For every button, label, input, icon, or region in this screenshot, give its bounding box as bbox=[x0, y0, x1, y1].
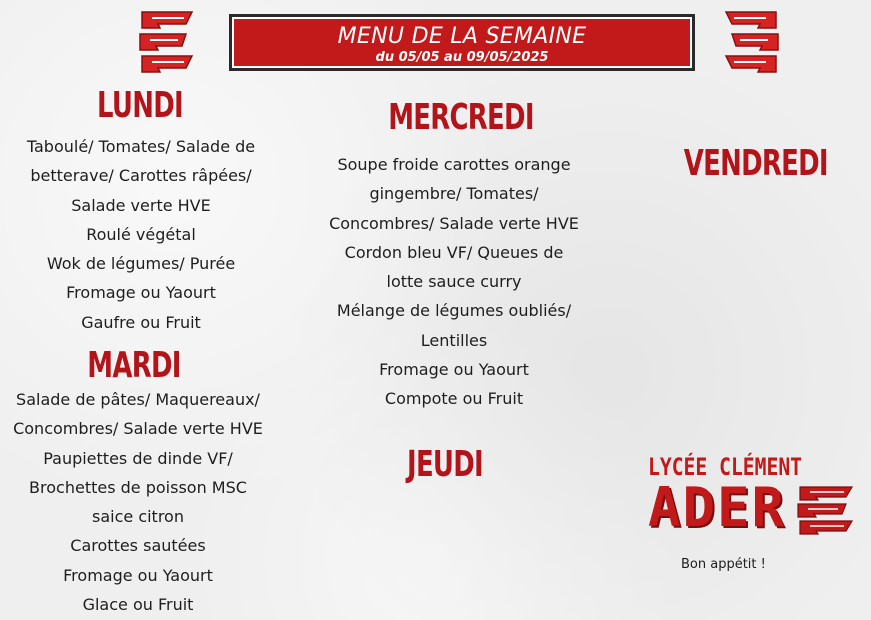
school-name-line1: LYCÉE CLÉMENT bbox=[648, 453, 803, 481]
menu-item: Roulé végétal bbox=[86, 224, 196, 244]
menu-item: Brochettes de poisson MSC bbox=[29, 477, 247, 497]
menu-item: Carottes sautées bbox=[70, 536, 206, 556]
menu-item: Glace ou Fruit bbox=[82, 595, 194, 615]
menu-item: Fromage ou Yaourt bbox=[63, 565, 213, 585]
menu-item: Mélange de légumes oubliés/ bbox=[336, 301, 572, 321]
menu-item: Wok de légumes/ Purée bbox=[46, 254, 236, 274]
day-title-vendredi: VENDREDI bbox=[683, 143, 828, 184]
menu-item: betterave/ Carottes râpées/ bbox=[30, 166, 252, 186]
day-title-mercredi: MERCREDI bbox=[388, 97, 534, 138]
menu-item: Salade de pâtes/ Maquereaux/ bbox=[16, 390, 260, 409]
day-title-jeudi: JEUDI bbox=[407, 444, 483, 485]
lundi-menu-list bbox=[0, 132, 282, 337]
menu-title: MENU DE LA SEMAINE bbox=[337, 24, 587, 49]
menu-item: saice citron bbox=[92, 507, 184, 527]
logo-e-icon-left bbox=[136, 8, 196, 78]
menu-item: Concombres/ Salade verte HVE bbox=[329, 213, 579, 233]
menu-item: Taboulé/ Tomates/ Salade de bbox=[26, 137, 256, 156]
menu-item: Gaufre ou Fruit bbox=[81, 312, 201, 332]
menu-item: Fromage ou Yaourt bbox=[379, 360, 529, 380]
logo-e-icon-right bbox=[722, 8, 782, 78]
closing-text: Bon appétit ! bbox=[681, 557, 766, 572]
school-name-line2: ADER bbox=[648, 476, 787, 539]
day-title-mardi: MARDI bbox=[87, 345, 181, 386]
school-logo bbox=[648, 453, 860, 539]
menu-item: Compote ou Fruit bbox=[384, 389, 524, 409]
menu-date-range: du 05/05 au 09/05/2025 bbox=[375, 50, 549, 65]
menu-item: Paupiettes de dinde VF/ bbox=[43, 448, 233, 468]
header-banner bbox=[229, 14, 695, 71]
menu-item: Salade verte HVE bbox=[71, 195, 211, 215]
menu-item: Concombres/ Salade verte HVE bbox=[13, 419, 263, 439]
menu-item: Soupe froide carottes orange bbox=[337, 155, 571, 174]
mardi-menu-list bbox=[0, 385, 276, 619]
menu-item: Lentilles bbox=[420, 330, 488, 350]
menu-item: Cordon bleu VF/ Queues de bbox=[344, 242, 564, 262]
mercredi-menu-list bbox=[316, 150, 592, 414]
menu-item: Fromage ou Yaourt bbox=[66, 283, 216, 303]
day-title-lundi: LUNDI bbox=[97, 85, 183, 126]
menu-item: lotte sauce curry bbox=[386, 272, 522, 292]
logo-e-icon-school bbox=[796, 485, 854, 537]
menu-item: gingembre/ Tomates/ bbox=[369, 184, 539, 204]
